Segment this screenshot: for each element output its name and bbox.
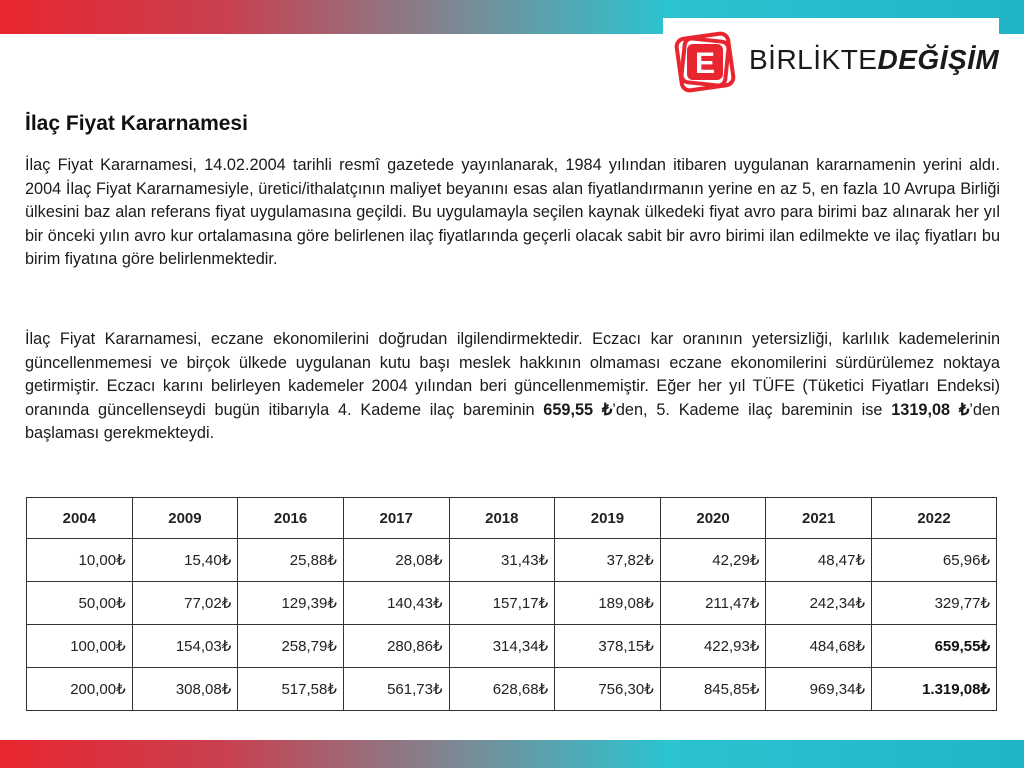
table-cell: 308,08₺ [132, 668, 238, 711]
logo-e-icon [669, 26, 741, 98]
table-cell: 50,00₺ [27, 582, 133, 625]
table-cell: 484,68₺ [766, 625, 872, 668]
table-cell: 37,82₺ [555, 539, 661, 582]
table-cell: 154,03₺ [132, 625, 238, 668]
highlight-value: 659,55 ₺ [543, 400, 613, 419]
brand-name-bold: DEĞİŞİM [877, 44, 1000, 75]
table-cell: 200,00₺ [27, 668, 133, 711]
year-header: 2017 [343, 498, 449, 539]
table-cell: 756,30₺ [555, 668, 661, 711]
year-header: 2021 [766, 498, 872, 539]
table-cell: 157,17₺ [449, 582, 555, 625]
year-header: 2019 [555, 498, 661, 539]
table-cell: 969,34₺ [766, 668, 872, 711]
table-cell: 517,58₺ [238, 668, 344, 711]
table-cell: 211,47₺ [660, 582, 766, 625]
table-cell: 561,73₺ [343, 668, 449, 711]
table-cell: 280,86₺ [343, 625, 449, 668]
year-header: 2009 [132, 498, 238, 539]
table-cell: 378,15₺ [555, 625, 661, 668]
table-cell-highlight: 1.319,08₺ [872, 668, 997, 711]
table-cell: 129,39₺ [238, 582, 344, 625]
table-cell: 15,40₺ [132, 539, 238, 582]
table-cell: 100,00₺ [27, 625, 133, 668]
brand-name [749, 44, 999, 76]
table-cell: 314,34₺ [449, 625, 555, 668]
table-cell: 42,29₺ [660, 539, 766, 582]
brand-name-thin: BİRLİKTE [749, 44, 878, 75]
paragraph-text: ’den, 5. Kademe ilaç bareminin ise [612, 400, 892, 419]
table-cell-highlight: 659,55₺ [872, 625, 997, 668]
logo-letter: E [694, 47, 716, 80]
bottom-gradient-bar [0, 740, 1024, 768]
table-row [27, 582, 997, 625]
table-cell: 25,88₺ [238, 539, 344, 582]
table-cell: 189,08₺ [555, 582, 661, 625]
paragraph-text: İlaç Fiyat Kararnamesi, eczane ekonomilerini doğrudan ilgilendirmektedir. Eczacı kar oranının yetersizliği, karlılık kademelerinin güncellenmemesi ve birçok ülkede uygulanan kutu başı meslek hakkının olmaması eczane ekonomilerini sürdürülemez noktaya getirmiştir. Eczacı karını belirleyen kademeler 2004 yılından beri güncellenmemiştir. Eğer her yıl TÜFE (Tüketici Fiyatları Endeksi) oranında güncellenseydi bugün itibarıyla 4. Kademe ilaç bareminin [25, 330, 1000, 419]
table-cell: 242,34₺ [766, 582, 872, 625]
brand-logo [663, 18, 999, 104]
table-header-row [27, 498, 997, 539]
table-cell: 31,43₺ [449, 539, 555, 582]
table-cell: 10,00₺ [27, 539, 133, 582]
table-cell: 77,02₺ [132, 582, 238, 625]
page-title: İlaç Fiyat Kararnamesi [25, 112, 248, 135]
table-row [27, 668, 997, 711]
table-cell: 140,43₺ [343, 582, 449, 625]
table-cell: 422,93₺ [660, 625, 766, 668]
year-header: 2004 [27, 498, 133, 539]
year-header: 2022 [872, 498, 997, 539]
table-cell: 48,47₺ [766, 539, 872, 582]
highlight-value: 1319,08 ₺ [891, 400, 970, 419]
table-cell: 329,77₺ [872, 582, 997, 625]
paragraph-intro: İlaç Fiyat Kararnamesi, 14.02.2004 tarihli resmî gazetede yayınlanarak, 1984 yılından itibaren uygulanan kararnamenin yerini aldı. 2004 İlaç Fiyat Kararnamesiyle, üretici/ithalatçının maliyet beyanını esas alan fiyatlandırmanın yerine en az 5, en fazla 10 Avrupa Birliği ülkesini baz alan referans fiyat uygulamasına geçildi. Bu uygulamayla seçilen kaynak ülkedeki fiyat avro para birimi baz alınarak her yıl bir önceki yılın avro kur ortalamasına göre belirlenen ilaç fiyatlarında geçerli olacak sabit bir avro birimi ilan edilmekte ve ilaç fiyatları bu birim fiyatına göre belirlenmektedir. [25, 156, 1000, 269]
table-cell: 845,85₺ [660, 668, 766, 711]
table-cell: 65,96₺ [872, 539, 997, 582]
price-threshold-table [26, 497, 997, 711]
year-header: 2016 [238, 498, 344, 539]
table-cell: 258,79₺ [238, 625, 344, 668]
paragraph-pharmacy-economy [25, 328, 1000, 446]
table-cell: 28,08₺ [343, 539, 449, 582]
year-header: 2018 [449, 498, 555, 539]
year-header: 2020 [660, 498, 766, 539]
table-cell: 628,68₺ [449, 668, 555, 711]
table-row [27, 539, 997, 582]
table-row [27, 625, 997, 668]
paragraph-text: ’den başlaması gerekmekteydi. [25, 400, 1001, 443]
